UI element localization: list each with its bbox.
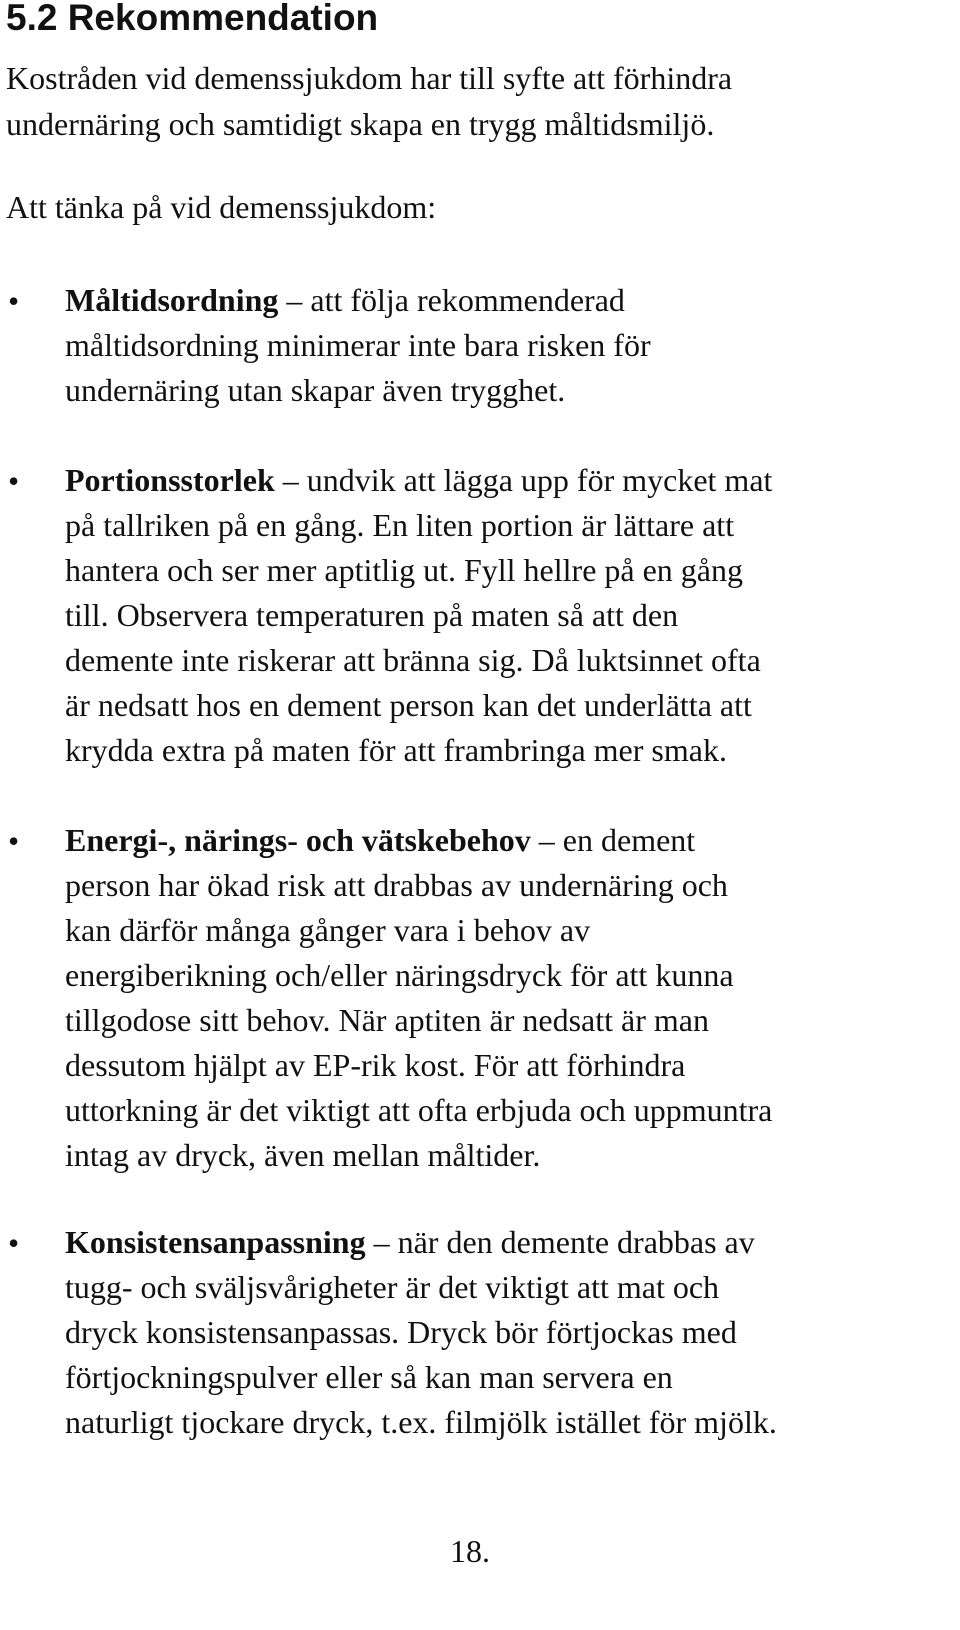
bullet-icon: • xyxy=(8,1225,20,1261)
bullet-line: – när den demente drabbas av xyxy=(365,1224,755,1260)
bullet-line: – att följa rekommenderad xyxy=(278,282,625,318)
bullet-line: naturligt tjockare dryck, t.ex. filmjölk istället för mjölk. xyxy=(65,1404,777,1440)
bullet-line: hantera och ser mer aptitlig ut. Fyll hellre på en gång xyxy=(65,552,743,588)
intro-line: Kostråden vid demenssjukdom har till syfte att förhindra xyxy=(6,60,733,96)
bullet-line: – undvik att lägga upp för mycket mat xyxy=(274,462,773,498)
bullet-line: intag av dryck, även mellan måltider. xyxy=(65,1137,541,1173)
bullet-term: Måltidsordning xyxy=(65,282,279,318)
section-heading: 5.2 Rekommendation xyxy=(6,0,379,38)
bullet-icon: • xyxy=(8,463,20,499)
bullet-icon: • xyxy=(8,823,20,859)
lead-paragraph: Att tänka på vid demenssjukdom: xyxy=(6,189,437,225)
bullet-line: är nedsatt hos en dement person kan det underlätta att xyxy=(65,687,752,723)
bullet-line: tugg- och sväljsvårigheter är det viktigt att mat och xyxy=(65,1269,720,1305)
bullet-line: demente inte riskerar att bränna sig. Då luktsinnet ofta xyxy=(65,642,761,678)
bullet-line: tillgodose sitt behov. När aptiten är nedsatt är man xyxy=(65,1002,709,1038)
bullet-text xyxy=(65,1220,960,1445)
intro-paragraph xyxy=(6,55,946,147)
page-number: 18. xyxy=(450,1533,490,1569)
bullet-text xyxy=(65,818,960,1178)
bullet-line: förtjockningspulver eller så kan man servera en xyxy=(65,1359,673,1395)
bullet-line: dryck konsistensanpassas. Dryck bör förtjockas med xyxy=(65,1314,737,1350)
bullet-line: energiberikning och/eller näringsdryck för att kunna xyxy=(65,957,734,993)
bullet-line: undernäring utan skapar även trygghet. xyxy=(65,372,566,408)
bullet-line: på tallriken på en gång. En liten portion är lättare att xyxy=(65,507,735,543)
bullet-icon: • xyxy=(8,283,20,319)
bullet-term: Konsistensanpassning xyxy=(65,1224,366,1260)
bullet-line: uttorkning är det viktigt att ofta erbjuda och uppmuntra xyxy=(65,1092,773,1128)
bullet-term: Energi-, närings- och vätskebehov xyxy=(65,822,531,858)
bullet-line: kan därför många gånger vara i behov av xyxy=(65,912,591,948)
intro-line: undernäring och samtidigt skapa en trygg måltidsmiljö. xyxy=(6,106,715,142)
bullet-line: dessutom hjälpt av EP-rik kost. För att förhindra xyxy=(65,1047,686,1083)
bullet-line: till. Observera temperaturen på maten så att den xyxy=(65,597,679,633)
bullet-text xyxy=(65,278,960,413)
bullet-line: krydda extra på maten för att frambringa mer smak. xyxy=(65,732,727,768)
bullet-text xyxy=(65,458,960,773)
bullet-line: person har ökad risk att drabbas av undernäring och xyxy=(65,867,728,903)
bullet-line: – en dement xyxy=(530,822,696,858)
bullet-line: måltidsordning minimerar inte bara risken för xyxy=(65,327,651,363)
bullet-term: Portionsstorlek xyxy=(65,462,275,498)
